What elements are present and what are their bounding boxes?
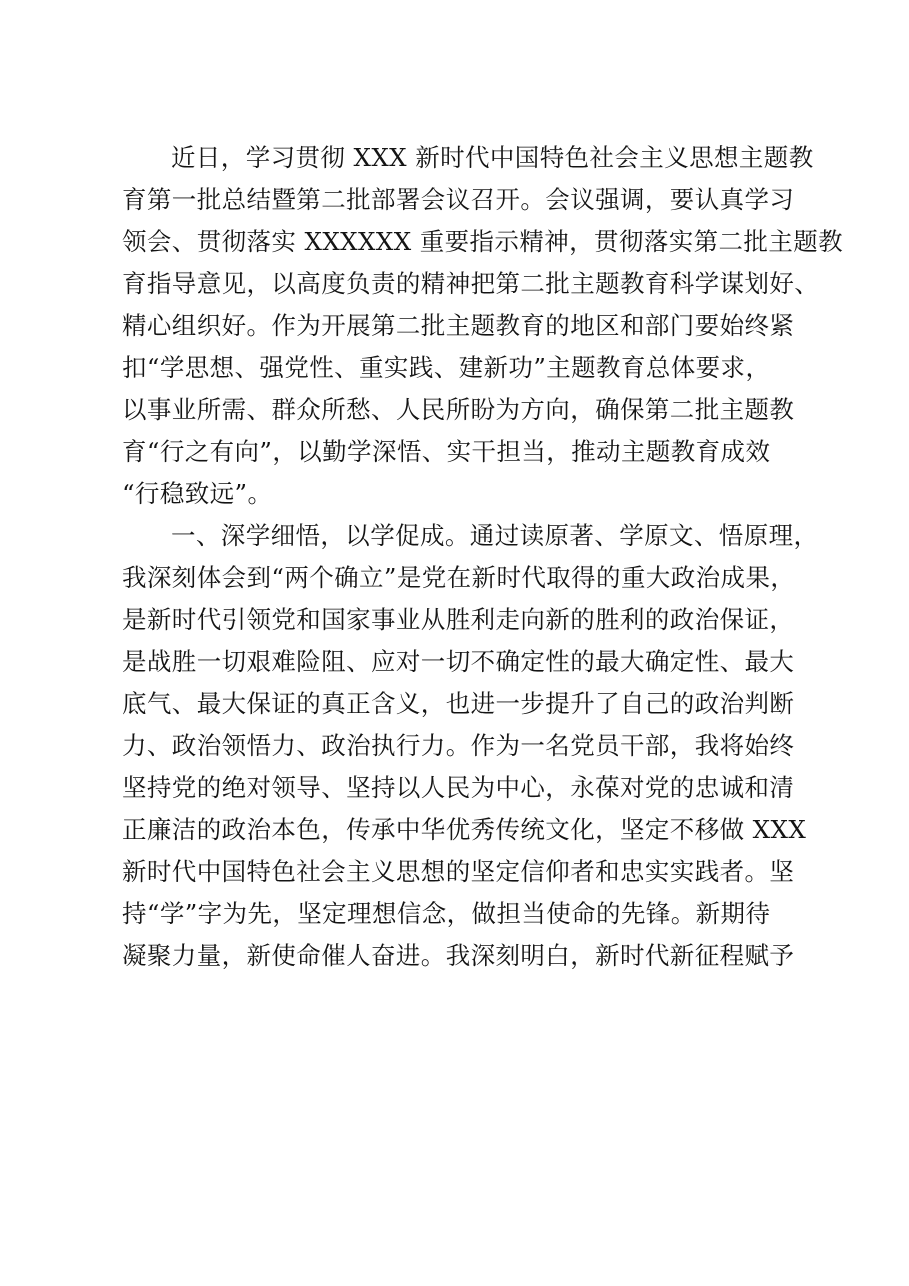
- text-line: 育“行之有向”，以勤学深悟、实干担当，推动主题教育成效: [122, 437, 771, 466]
- text-line: 育第一批总结暨第二批部署会议召开。会议强调，要认真学习: [122, 185, 795, 214]
- text-line: 凝聚力量，新使命催人奋进。我深刻明白，新时代新征程赋予: [122, 941, 795, 970]
- text-line: 精心组织好。作为开展第二批主题教育的地区和部门要始终紧: [122, 311, 795, 340]
- text-line: 领会、贯彻落实 XXXXXX 重要指示精神，贯彻落实第二批主题教: [122, 227, 844, 256]
- text-line: 扣“学思想、强党性、重实践、建新功”主题教育总体要求，: [122, 353, 771, 382]
- text-line: 新时代中国特色社会主义思想的坚定信仰者和忠实实践者。坚: [122, 857, 795, 886]
- text-line: 一、深学细悟，以学促成。通过读原著、学原文、悟原理，: [171, 521, 819, 550]
- text-line: 我深刻体会到“两个确立”是党在新时代取得的重大政治成果，: [122, 563, 796, 592]
- text-line: “行稳致远”。: [122, 479, 273, 508]
- text-line: 是新时代引领党和国家事业从胜利走向新的胜利的政治保证，: [122, 605, 795, 634]
- text-line: 正廉洁的政治本色，传承中华优秀传统文化，坚定不移做 XXX: [122, 815, 807, 844]
- paragraph-intro: [122, 137, 844, 515]
- text-line: 以事业所需、群众所愁、人民所盼为方向，确保第二批主题教: [122, 395, 795, 424]
- document-body: [122, 137, 844, 977]
- text-line: 近日，学习贯彻 XXX 新时代中国特色社会主义思想主题教: [171, 143, 814, 172]
- text-line: 育指导意见，以高度负责的精神把第二批主题教育科学谋划好、: [122, 269, 820, 298]
- text-line: 是战胜一切艰难险阻、应对一切不确定性的最大确定性、最大: [122, 647, 795, 676]
- text-line: 持“学”字为先，坚定理想信念，做担当使命的先锋。新期待: [122, 899, 771, 928]
- text-line: 底气、最大保证的真正含义，也进一步提升了自己的政治判断: [122, 689, 795, 718]
- text-line: 力、政治领悟力、政治执行力。作为一名党员干部，我将始终: [122, 731, 795, 760]
- paragraph-section-one: [122, 515, 819, 977]
- text-line: 坚持党的绝对领导、坚持以人民为中心，永葆对党的忠诚和清: [122, 773, 795, 802]
